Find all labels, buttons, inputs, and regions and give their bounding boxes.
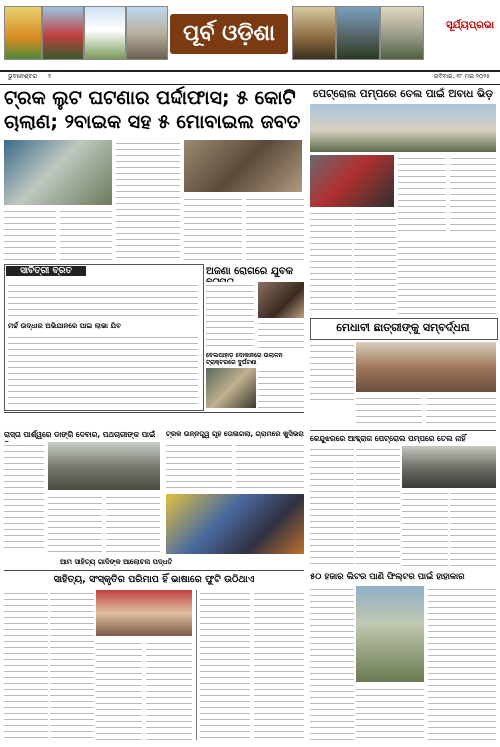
right-text-4 [450,155,496,235]
lead-text-2 [60,208,112,260]
bridge-headline: ଟ୍ରକ ଉନ୍ନତ୍ତ୍ୱ ଗୃହ ତୋଳାଗଲା, ଗ୍ରାମରେ ଖୁସିଭରା [166,430,304,438]
petrol-text-3 [402,490,448,566]
petrol-text-4 [450,490,496,566]
right-text-2 [354,210,396,314]
savitri-headline: ସାବିତ୍ରୀ ବ୍ରତ [6,266,86,276]
road-text-3 [106,494,160,552]
illness-photo [258,282,304,318]
merit-text-1 [310,342,354,402]
bunker-photo [206,368,256,408]
masthead-photo-3 [84,6,126,60]
masthead-photo-6 [336,6,380,60]
merit-text-2 [356,395,422,427]
dateline [0,70,500,85]
illness-text-2 [258,320,304,348]
savitri-text [8,282,198,318]
masthead [0,0,500,68]
market-text-2 [356,686,424,740]
unknown-illness-headline: ଅଜଣା ରୋଗରେ ଯୁବକ [206,266,294,277]
masthead-photo-1 [4,6,42,60]
lead-photo-1 [4,140,112,205]
issue-date: ରବିବାର, ୧୮ ମଇ ୨୦୨୫ [433,73,490,80]
right-text-5 [398,238,496,314]
road-photo [48,442,160,490]
lead-photo-2 [184,140,302,192]
literature-text-3 [96,640,142,740]
divider-2 [310,430,496,431]
merit-text-3 [426,395,496,427]
bridge-text-2 [236,442,304,492]
aam-headline: ଆମ ସାହିତ୍ୟ ଗାଦିଙ୍କ ଆଲୋଚନା ପଦ୍ଧତି [60,558,173,566]
rural-text [8,334,198,406]
bunker-headline: ବେଲପାହାଡ଼ ଦୋକାନରେ ଉଲାଳନ ଟ୍ରାକ୍ଟରରେ ଦୁର୍ଘଟଣା [206,352,283,366]
right-text-1 [310,210,352,314]
bunker-text [258,368,304,408]
page-number: ୨ [48,73,51,80]
petrol-text-2 [356,446,400,566]
literature-text-4 [146,640,192,740]
masthead-photo-2 [42,6,84,60]
masthead-photo-5 [292,6,336,60]
road-text-2 [48,494,102,552]
brand-logo: ସୂର୍ଯ୍ୟପ୍ରଭା [445,20,494,31]
divider-3 [4,570,304,571]
market-photo [356,586,424,682]
market-text-3 [428,586,496,740]
lead-text-1 [4,208,56,260]
literature-text-2 [50,590,94,740]
road-text-1 [4,442,44,552]
right-bikes-photo [310,155,394,207]
right-top-photo [310,104,496,152]
literature-photo [96,590,192,636]
dateline-left: ଭୁବନେଶ୍ବର [8,73,38,80]
road-headline: ରାସ୍ତା ପାର୍ଶ୍ୱରେ ଡାଙ୍ଗି ଦେବାର, ପଥଚାରୀଙ୍କ ପାଇଁ [4,430,156,439]
lead-text-3 [116,140,180,260]
col-text-2 [254,590,304,740]
masthead-title: ପୂର୍ବ ଓଡ଼ିଶା [170,14,288,54]
literature-text-1 [4,590,48,740]
masthead-photo-7 [380,6,424,60]
lead-text-4 [184,196,242,260]
petrol-photo [402,446,496,488]
divider-1 [4,412,304,413]
lead-text-5 [246,196,304,260]
lead-headline: ଟ୍ରକ ଲୁଟ ଘଟଣାର ପର୍ଦ୍ଦାଫାସ; ୫ କୋଟି ଚାଲାଣ; ୨ବାଇକ ସହ ୫ ମୋବାଇଲ ଜବତ [4,87,301,133]
bridge-photo [166,494,304,554]
col-text-1 [200,590,250,740]
market-text-1 [310,586,354,740]
divider-4 [196,590,197,740]
merit-photo [356,342,496,392]
petrol-headline: କେନ୍ଦୁଝରରେ ଆବ୍ଦ୍ରାଗ ପେଟ୍ରୋଲ ପମ୍ପରେ ତେଲ ନାହିଁ [310,434,466,443]
literature-headline: ସାହିତ୍ୟ, ସଂସ୍କୃତିର ପରିମାପ ହିଁ ଭାଷାରେ ଫୁଟି ଉଠିଥାଏ [53,574,255,585]
market-headline: ୫୦ ହଜାର ଲିଟର ପାଣି ଫିଲ୍ଟର ପାଇଁ ହାହାକାର [310,572,465,582]
right-text-3 [398,155,446,235]
petrol-text-1 [310,446,354,566]
illness-text-1 [206,282,254,348]
bridge-text-1 [166,442,232,492]
right-top-headline: ପେଟ୍ରୋଲ ପମ୍ପରେ ତେଲ ପାଇଁ ଅବାଧ ଭିଡ଼ [312,88,494,100]
masthead-photo-4 [126,6,168,60]
merit-headline: ମେଧାବୀ ଛାତ୍ରୀଙ୍କୁ ସମ୍ବର୍ଦ୍ଧନା [336,321,470,334]
rural-headline: ମର୍ଚ୍ଚ ଉଦ୍ଧାର ଅଭିଯାନରେ ପାଇ ଲାଭା ଯିବ [8,322,121,330]
